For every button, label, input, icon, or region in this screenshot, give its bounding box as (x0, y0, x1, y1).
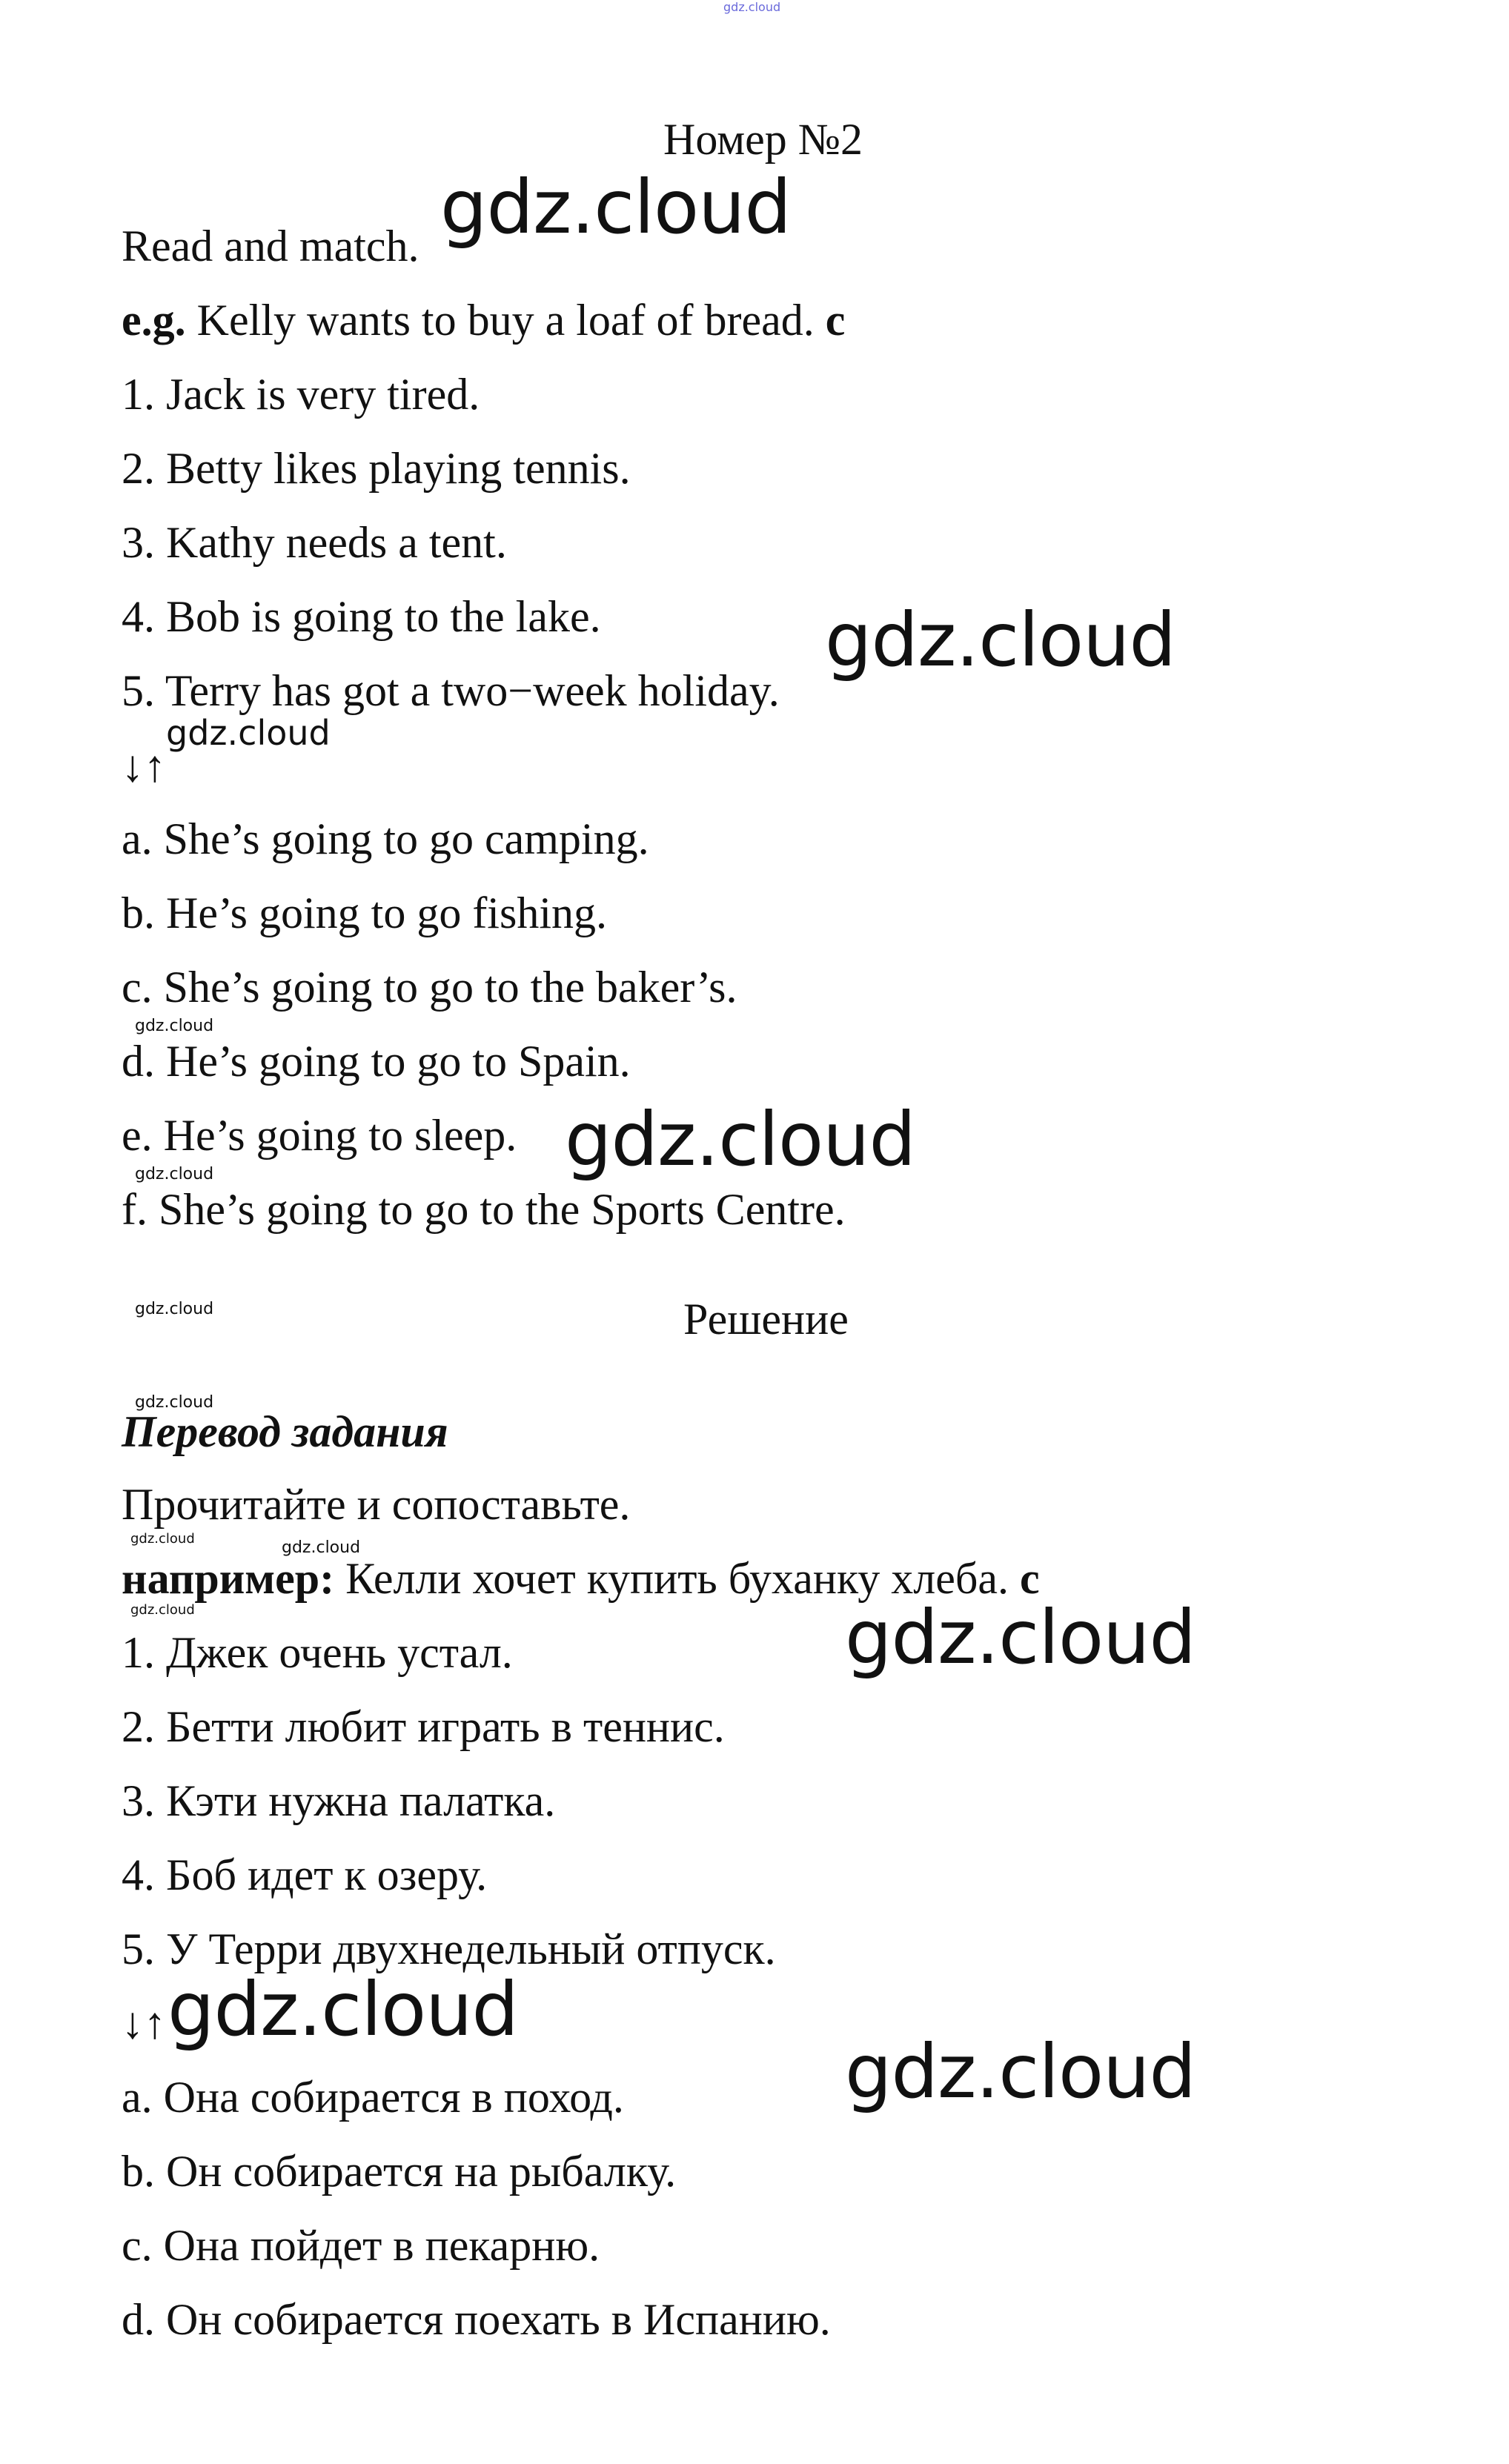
translation-item: 3. Кэти нужна палатка. (122, 1776, 556, 1825)
watermark-logo: gdz.cloud (135, 1165, 214, 1183)
watermark-logo: gdz.cloud (845, 1594, 1196, 1681)
watermark-logo: gdz.cloud (135, 1393, 214, 1412)
watermark-logo: gdz.cloud (282, 1538, 361, 1557)
watermark-logo: gdz.cloud (565, 1096, 916, 1183)
task-item: 4. Bob is going to the lake. (122, 592, 601, 641)
translation-option: b. Он собирается на рыбалку. (122, 2147, 677, 2196)
task-option: e. He’s going to sleep. (122, 1111, 517, 1160)
task-item: 1. Jack is very tired. (122, 370, 480, 419)
watermark-logo: gdz.cloud (135, 1300, 214, 1318)
translation-item: 5. У Терри двухнедельный отпуск. (122, 1925, 776, 1973)
match-arrows-icon: ↓↑ (122, 742, 166, 791)
translation-option: c. Она пойдет в пекарню. (122, 2221, 600, 2270)
translation-arrows-icon: ↓↑ (122, 1999, 166, 2048)
task-item: 3. Kathy needs a tent. (122, 518, 507, 567)
page-title: Номер №2 (663, 115, 863, 164)
example-answer: c (825, 296, 846, 345)
task-instruction: Read and match. (122, 222, 419, 270)
translation-item: 1. Джек очень устал. (122, 1628, 513, 1677)
translation-option: a. Она собирается в поход. (122, 2073, 624, 2122)
translation-example-text: Келли хочет купить буханку хлеба. (334, 1554, 1021, 1603)
watermark-logo: gdz.cloud (130, 1531, 195, 1547)
example-label: e.g. (122, 296, 186, 345)
task-option: a. She’s going to go camping. (122, 814, 649, 863)
example-text: Kelly wants to buy a loaf of bread. (185, 296, 826, 345)
watermark-logo: gdz.cloud (440, 164, 792, 250)
watermark-logo: gdz.cloud (130, 1602, 195, 1618)
watermark-logo: gdz.cloud (135, 1017, 214, 1035)
watermark-logo: gdz.cloud (825, 597, 1176, 683)
watermark-logo: gdz.cloud (168, 1966, 519, 2053)
translation-example-answer: с (1020, 1554, 1040, 1603)
task-option: c. She’s going to go to the baker’s. (122, 963, 737, 1012)
watermark-logo: gdz.cloud (845, 2028, 1196, 2115)
translation-item: 4. Боб идет к озеру. (122, 1850, 488, 1899)
translation-item: 2. Бетти любит играть в теннис. (122, 1702, 725, 1751)
solution-heading: Решение (683, 1295, 849, 1344)
task-option: b. He’s going to go fishing. (122, 889, 607, 937)
task-option: f. She’s going to go to the Sports Centre. (122, 1185, 846, 1234)
translation-option: d. Он собирается поехать в Испанию. (122, 2295, 831, 2344)
watermark-top: gdz.cloud (723, 0, 781, 14)
translation-instruction: Прочитайте и сопоставьте. (122, 1480, 631, 1529)
task-example (122, 293, 845, 347)
translation-heading: Перевод задания (122, 1407, 448, 1456)
task-option: d. He’s going to go to Spain. (122, 1037, 631, 1086)
translation-example-label: например: (122, 1554, 335, 1603)
task-item: 2. Betty likes playing tennis. (122, 444, 631, 493)
task-item: 5. Terry has got a two−week holiday. (122, 666, 780, 715)
watermark-logo: gdz.cloud (166, 713, 331, 753)
